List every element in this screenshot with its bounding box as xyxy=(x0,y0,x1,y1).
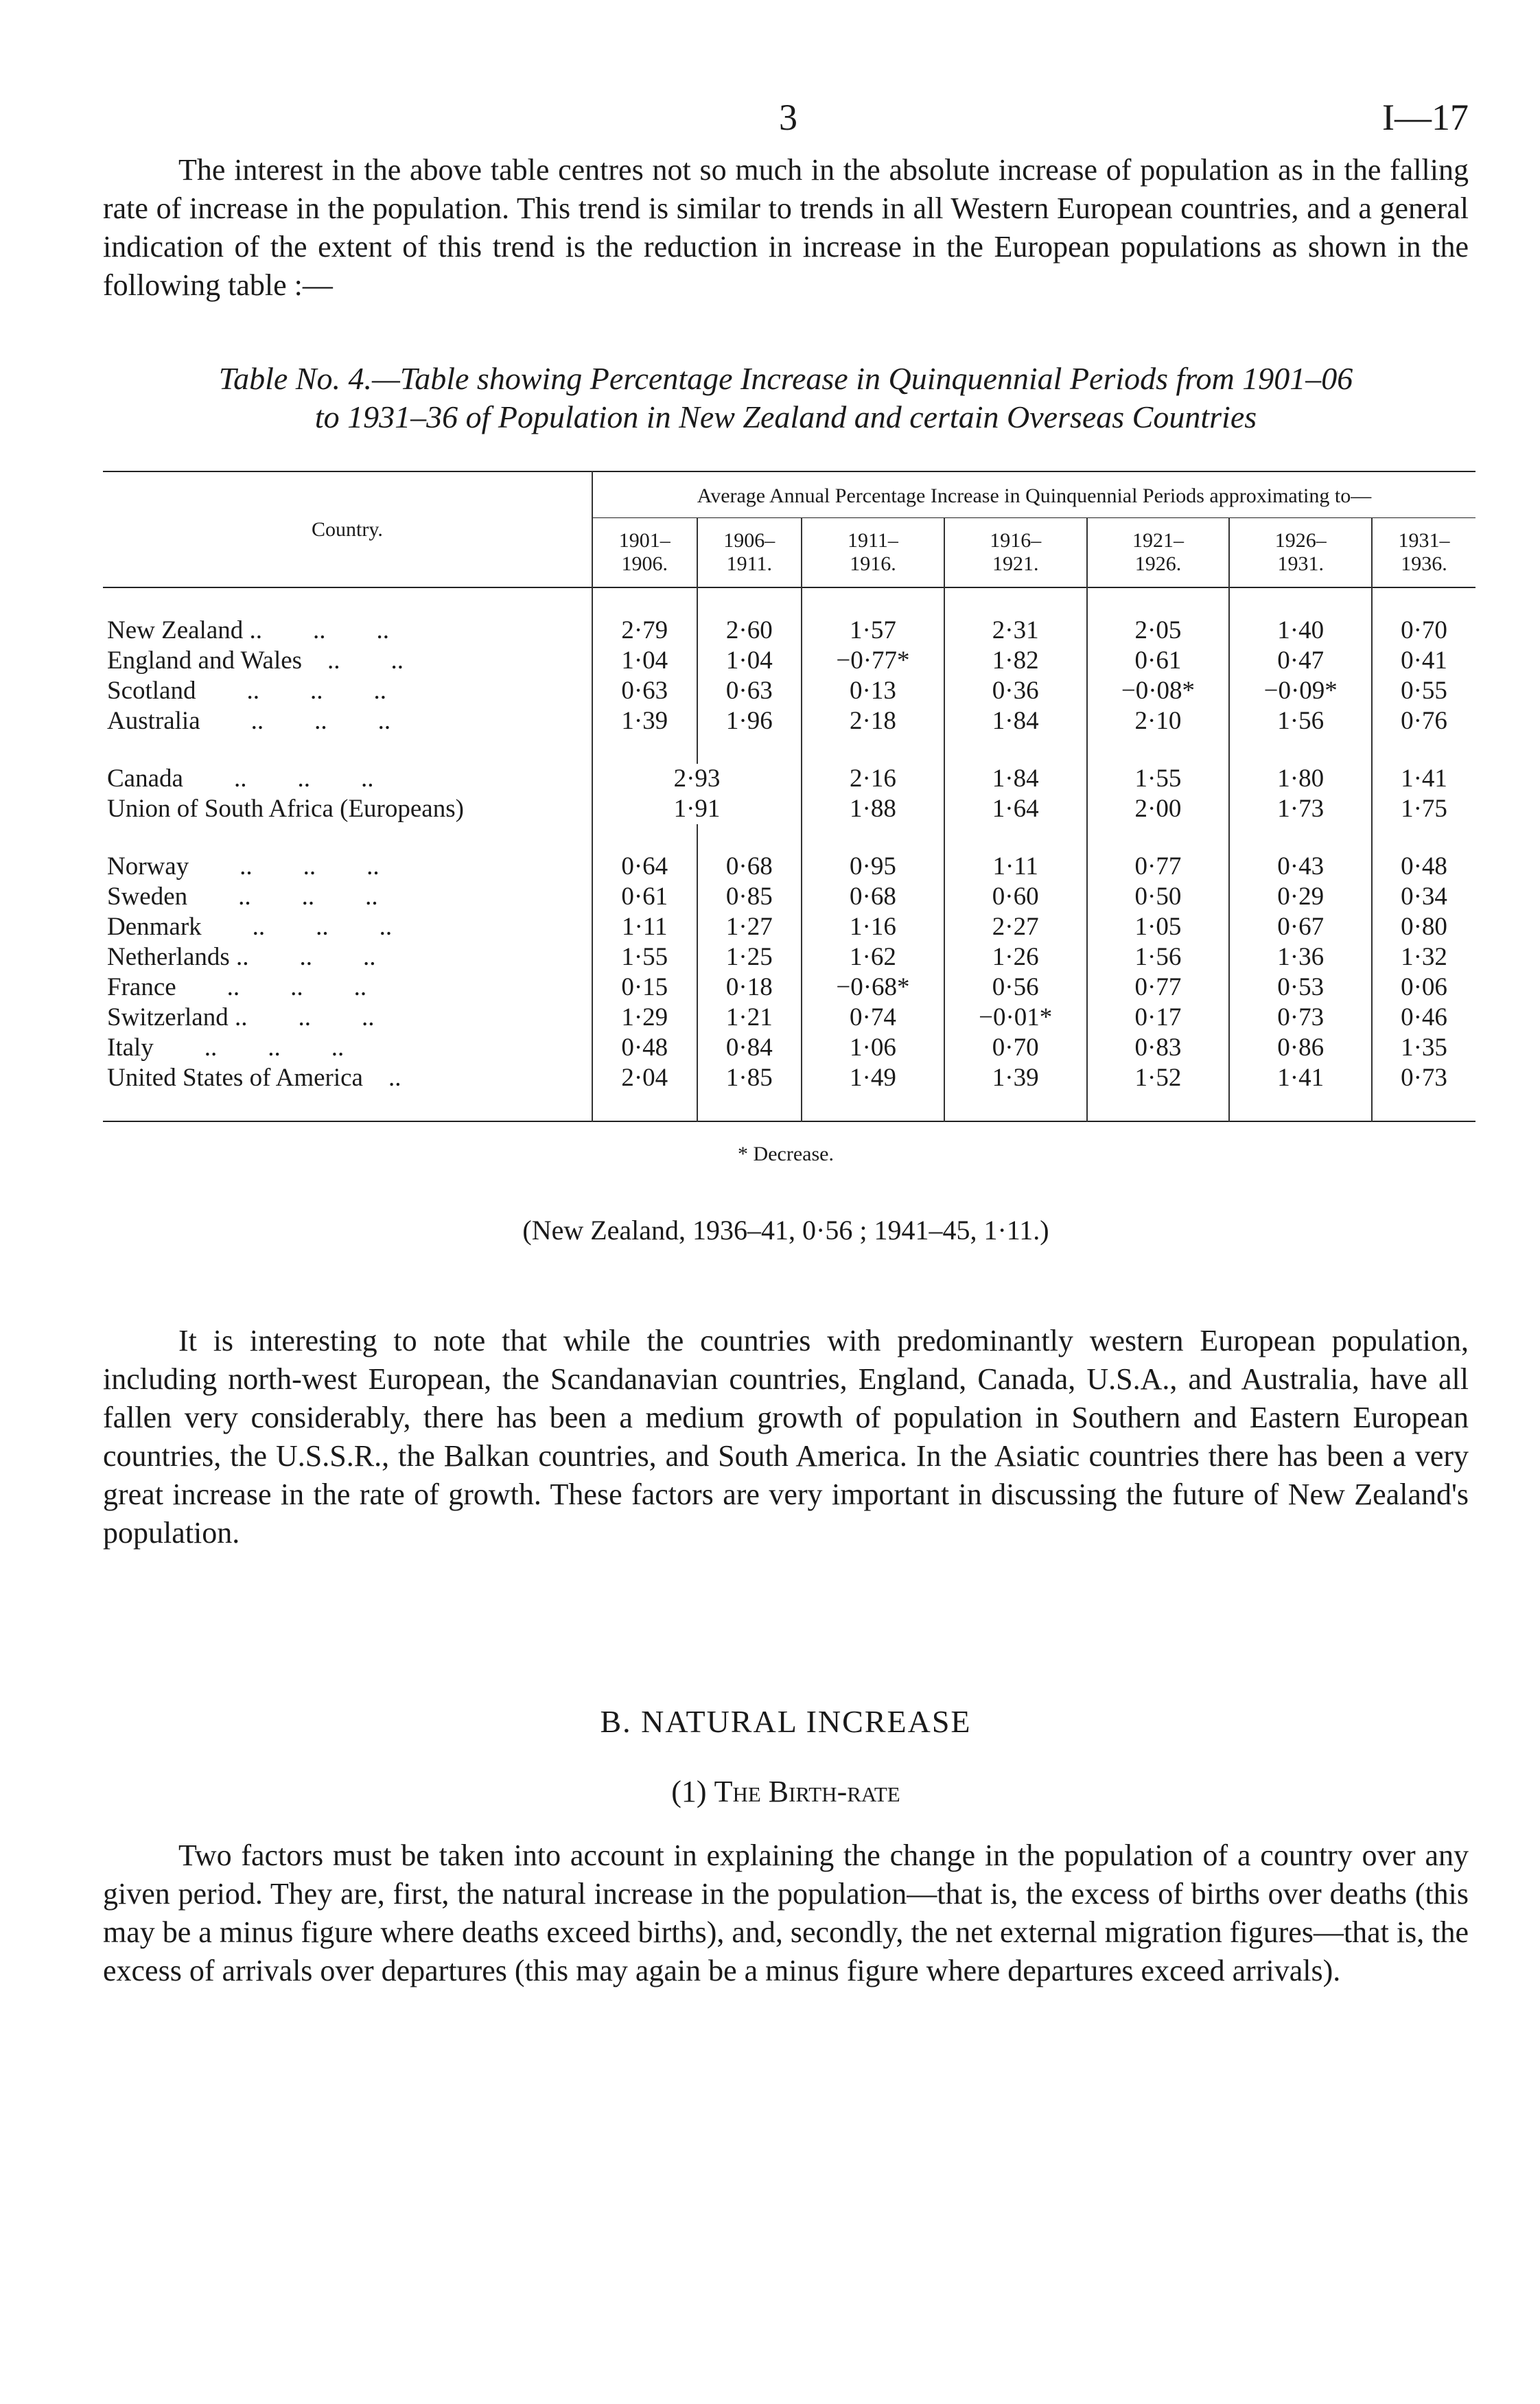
value-cell: 1·04 xyxy=(697,646,802,676)
period-header: 1926– 1931. xyxy=(1229,518,1372,588)
value-cell: 1·85 xyxy=(697,1063,802,1093)
value-cell: 0·68 xyxy=(802,882,944,912)
value-cell: 1·21 xyxy=(697,1003,802,1033)
value-cell: 1·41 xyxy=(1229,1063,1372,1093)
table-row xyxy=(103,852,1475,882)
value-cell: −0·77* xyxy=(802,646,944,676)
value-cell: 1·80 xyxy=(1229,764,1372,794)
value-cell: 0·13 xyxy=(802,676,944,706)
value-cell: 0·34 xyxy=(1372,882,1475,912)
value-cell: 0·55 xyxy=(1372,676,1475,706)
value-cell: 2·10 xyxy=(1087,706,1230,736)
value-cell: 0·61 xyxy=(1087,646,1230,676)
value-cell: 0·63 xyxy=(592,676,697,706)
value-cell: 2·05 xyxy=(1087,616,1230,646)
country-name: Sweden .. .. .. xyxy=(107,883,378,911)
third-paragraph: Two factors must be taken into account in explaining the change in the population of a country over any given period. They are, first, the natural increase in the population—that is, the excess of births over deaths (this may be a minus figure where deaths exceed births), and, secondly, the net external migration figures—that is, the excess of arrivals over departures (this may again be a minus figure where departures exceed arrivals). xyxy=(103,1839,1469,1987)
period-header: 1921– 1926. xyxy=(1087,518,1230,588)
value-cell: 0·77 xyxy=(1087,852,1230,882)
value-cell: 0·61 xyxy=(592,882,697,912)
value-cell: 1·40 xyxy=(1229,616,1372,646)
value-cell: 0·17 xyxy=(1087,1003,1230,1033)
country-name: Canada .. .. .. xyxy=(107,765,374,793)
value-cell: 2·16 xyxy=(802,764,944,794)
value-cell: 0·85 xyxy=(697,882,802,912)
intro-paragraph: The interest in the above table centres not so much in the absolute increase of population as in the falling rate of increase in the population. This trend is similar to trends in all Western European countries, and a general indication of the extent of this trend is the reduction in increase in the European populations as shown in the following table :— xyxy=(103,153,1469,302)
value-cell: 0·46 xyxy=(1372,1003,1475,1033)
value-cell: 2·18 xyxy=(802,706,944,736)
page-header xyxy=(103,96,1469,151)
table-caption xyxy=(103,360,1469,436)
country-name: Scotland .. .. .. xyxy=(107,677,386,705)
section-heading: B. NATURAL INCREASE xyxy=(600,1704,972,1739)
value-cell: 1·11 xyxy=(592,912,697,942)
country-name: United States of America .. xyxy=(107,1064,401,1092)
value-cell: 0·80 xyxy=(1372,912,1475,942)
value-cell: 0·70 xyxy=(944,1033,1087,1063)
table-row xyxy=(103,764,1475,794)
second-paragraph: It is interesting to note that while the countries with predominantly western European population, including north-west European, the Scandanavian countries, England, Canada, U.S.A., and Australia, have all fallen very considerably, there has been a medium growth of population in Southern and Eastern European countries, the U.S.S.R., the Balkan countries, and South America. In the Asiatic countries there has been a very great increase in the rate of growth. These factors are very important in discussing the future of New Zealand's population. xyxy=(103,1324,1469,1550)
spacer-row xyxy=(103,1093,1475,1121)
value-cell: 2·79 xyxy=(592,616,697,646)
value-cell: 0·64 xyxy=(592,852,697,882)
group-column-header: Average Annual Percentage Increase in Quinquennial Periods approximating to— xyxy=(592,471,1475,518)
value-cell: 0·84 xyxy=(697,1033,802,1063)
table-row xyxy=(103,1063,1475,1093)
table-row xyxy=(103,1003,1475,1033)
value-cell: 0·83 xyxy=(1087,1033,1230,1063)
value-cell: 1·11 xyxy=(944,852,1087,882)
value-cell: 0·70 xyxy=(1372,616,1475,646)
value-cell: 0·41 xyxy=(1372,646,1475,676)
value-cell: 1·27 xyxy=(697,912,802,942)
spacer-row xyxy=(103,736,1475,764)
table-row xyxy=(103,676,1475,706)
value-cell: 0·67 xyxy=(1229,912,1372,942)
value-cell: 0·43 xyxy=(1229,852,1372,882)
country-name: France .. .. .. xyxy=(107,973,367,1001)
value-cell: 1·82 xyxy=(944,646,1087,676)
value-cell: 1·62 xyxy=(802,942,944,972)
value-cell: 2·60 xyxy=(697,616,802,646)
value-cell: 0·48 xyxy=(1372,852,1475,882)
value-cell: 1·36 xyxy=(1229,942,1372,972)
value-cell: 1·73 xyxy=(1229,794,1372,824)
value-cell: 0·74 xyxy=(802,1003,944,1033)
period-header: 1916– 1921. xyxy=(944,518,1087,588)
country-name: Australia .. .. .. xyxy=(107,707,391,735)
table-row xyxy=(103,646,1475,676)
value-cell: 1·26 xyxy=(944,942,1087,972)
value-cell: 0·63 xyxy=(697,676,802,706)
value-cell: 1·16 xyxy=(802,912,944,942)
value-cell: 1·64 xyxy=(944,794,1087,824)
value-cell: 1·29 xyxy=(592,1003,697,1033)
period-header: 1901– 1906. xyxy=(592,518,697,588)
value-cell: 1·41 xyxy=(1372,764,1475,794)
value-cell: 1·32 xyxy=(1372,942,1475,972)
table-body xyxy=(103,587,1475,1121)
table-caption-line-1: Table No. 4.—Table showing Percentage Increase in Quinquennial Periods from 1901–06 xyxy=(218,361,1353,396)
value-cell: 0·15 xyxy=(592,972,697,1003)
period-header: 1931– 1936. xyxy=(1372,518,1475,588)
value-cell: 1·55 xyxy=(592,942,697,972)
value-cell: 1·04 xyxy=(592,646,697,676)
country-name: Italy .. .. .. xyxy=(107,1034,345,1062)
value-cell: −0·68* xyxy=(802,972,944,1003)
value-cell: 2·31 xyxy=(944,616,1087,646)
period-header: 1911– 1916. xyxy=(802,518,944,588)
table-row xyxy=(103,616,1475,646)
value-cell: 1·57 xyxy=(802,616,944,646)
value-cell: 1·05 xyxy=(1087,912,1230,942)
value-cell: 0·18 xyxy=(697,972,802,1003)
value-cell: 2·27 xyxy=(944,912,1087,942)
value-cell: 1·84 xyxy=(944,764,1087,794)
subsection-title: The Birth-rate xyxy=(714,1775,900,1808)
subsection-heading xyxy=(103,1774,1469,1809)
value-cell: 0·73 xyxy=(1372,1063,1475,1093)
table-row xyxy=(103,706,1475,736)
value-cell: 1·49 xyxy=(802,1063,944,1093)
value-cell: 0·48 xyxy=(592,1033,697,1063)
value-cell: 0·76 xyxy=(1372,706,1475,736)
value-cell: 2·04 xyxy=(592,1063,697,1093)
value-cell: 1·88 xyxy=(802,794,944,824)
value-cell: 0·86 xyxy=(1229,1033,1372,1063)
table-row xyxy=(103,794,1475,824)
value-cell: 0·50 xyxy=(1087,882,1230,912)
table-footnote: * Decrease. xyxy=(738,1143,834,1165)
value-cell: 0·29 xyxy=(1229,882,1372,912)
value-cell: 2·93 xyxy=(592,764,802,794)
spacer-row xyxy=(103,824,1475,852)
country-name: New Zealand .. .. .. xyxy=(107,616,390,644)
value-cell: −0·09* xyxy=(1229,676,1372,706)
value-cell: −0·01* xyxy=(944,1003,1087,1033)
table-row xyxy=(103,942,1475,972)
country-name: Denmark .. .. .. xyxy=(107,913,393,941)
value-cell: 0·73 xyxy=(1229,1003,1372,1033)
value-cell: 0·47 xyxy=(1229,646,1372,676)
value-cell: 0·53 xyxy=(1229,972,1372,1003)
value-cell: 0·60 xyxy=(944,882,1087,912)
value-cell: 1·52 xyxy=(1087,1063,1230,1093)
country-name: Netherlands .. .. .. xyxy=(107,943,376,971)
value-cell: 0·06 xyxy=(1372,972,1475,1003)
value-cell: 1·91 xyxy=(592,794,802,824)
country-column-header: Country. xyxy=(312,517,383,541)
page-reference: I—17 xyxy=(1382,97,1469,138)
table-row xyxy=(103,1033,1475,1063)
country-name: Union of South Africa (Europeans) xyxy=(107,795,464,823)
value-cell: 0·95 xyxy=(802,852,944,882)
value-cell: 1·35 xyxy=(1372,1033,1475,1063)
value-cell: 1·56 xyxy=(1229,706,1372,736)
value-cell: −0·08* xyxy=(1087,676,1230,706)
table-row xyxy=(103,972,1475,1003)
table-row xyxy=(103,882,1475,912)
value-cell: 1·06 xyxy=(802,1033,944,1063)
value-cell: 1·25 xyxy=(697,942,802,972)
population-increase-table xyxy=(103,471,1475,1122)
spacer-row xyxy=(103,587,1475,616)
value-cell: 0·56 xyxy=(944,972,1087,1003)
country-name: Norway .. .. .. xyxy=(107,852,380,880)
value-cell: 1·55 xyxy=(1087,764,1230,794)
value-cell: 1·96 xyxy=(697,706,802,736)
value-cell: 0·36 xyxy=(944,676,1087,706)
value-cell: 0·77 xyxy=(1087,972,1230,1003)
value-cell: 0·68 xyxy=(697,852,802,882)
value-cell: 1·84 xyxy=(944,706,1087,736)
value-cell: 1·75 xyxy=(1372,794,1475,824)
new-zealand-note: (New Zealand, 1936–41, 0·56 ; 1941–45, 1·11.) xyxy=(522,1215,1049,1246)
country-name: England and Wales .. .. xyxy=(107,646,404,675)
period-header: 1906– 1911. xyxy=(697,518,802,588)
document-page xyxy=(103,96,1469,1990)
value-cell: 1·56 xyxy=(1087,942,1230,972)
table-row xyxy=(103,912,1475,942)
value-cell: 1·39 xyxy=(944,1063,1087,1093)
page-number: 3 xyxy=(779,97,797,138)
subsection-number: (1) xyxy=(671,1775,707,1808)
country-name: Switzerland .. .. .. xyxy=(107,1003,375,1031)
table-caption-line-2: to 1931–36 of Population in New Zealand and certain Overseas Countries xyxy=(314,399,1257,434)
value-cell: 1·39 xyxy=(592,706,697,736)
value-cell: 2·00 xyxy=(1087,794,1230,824)
